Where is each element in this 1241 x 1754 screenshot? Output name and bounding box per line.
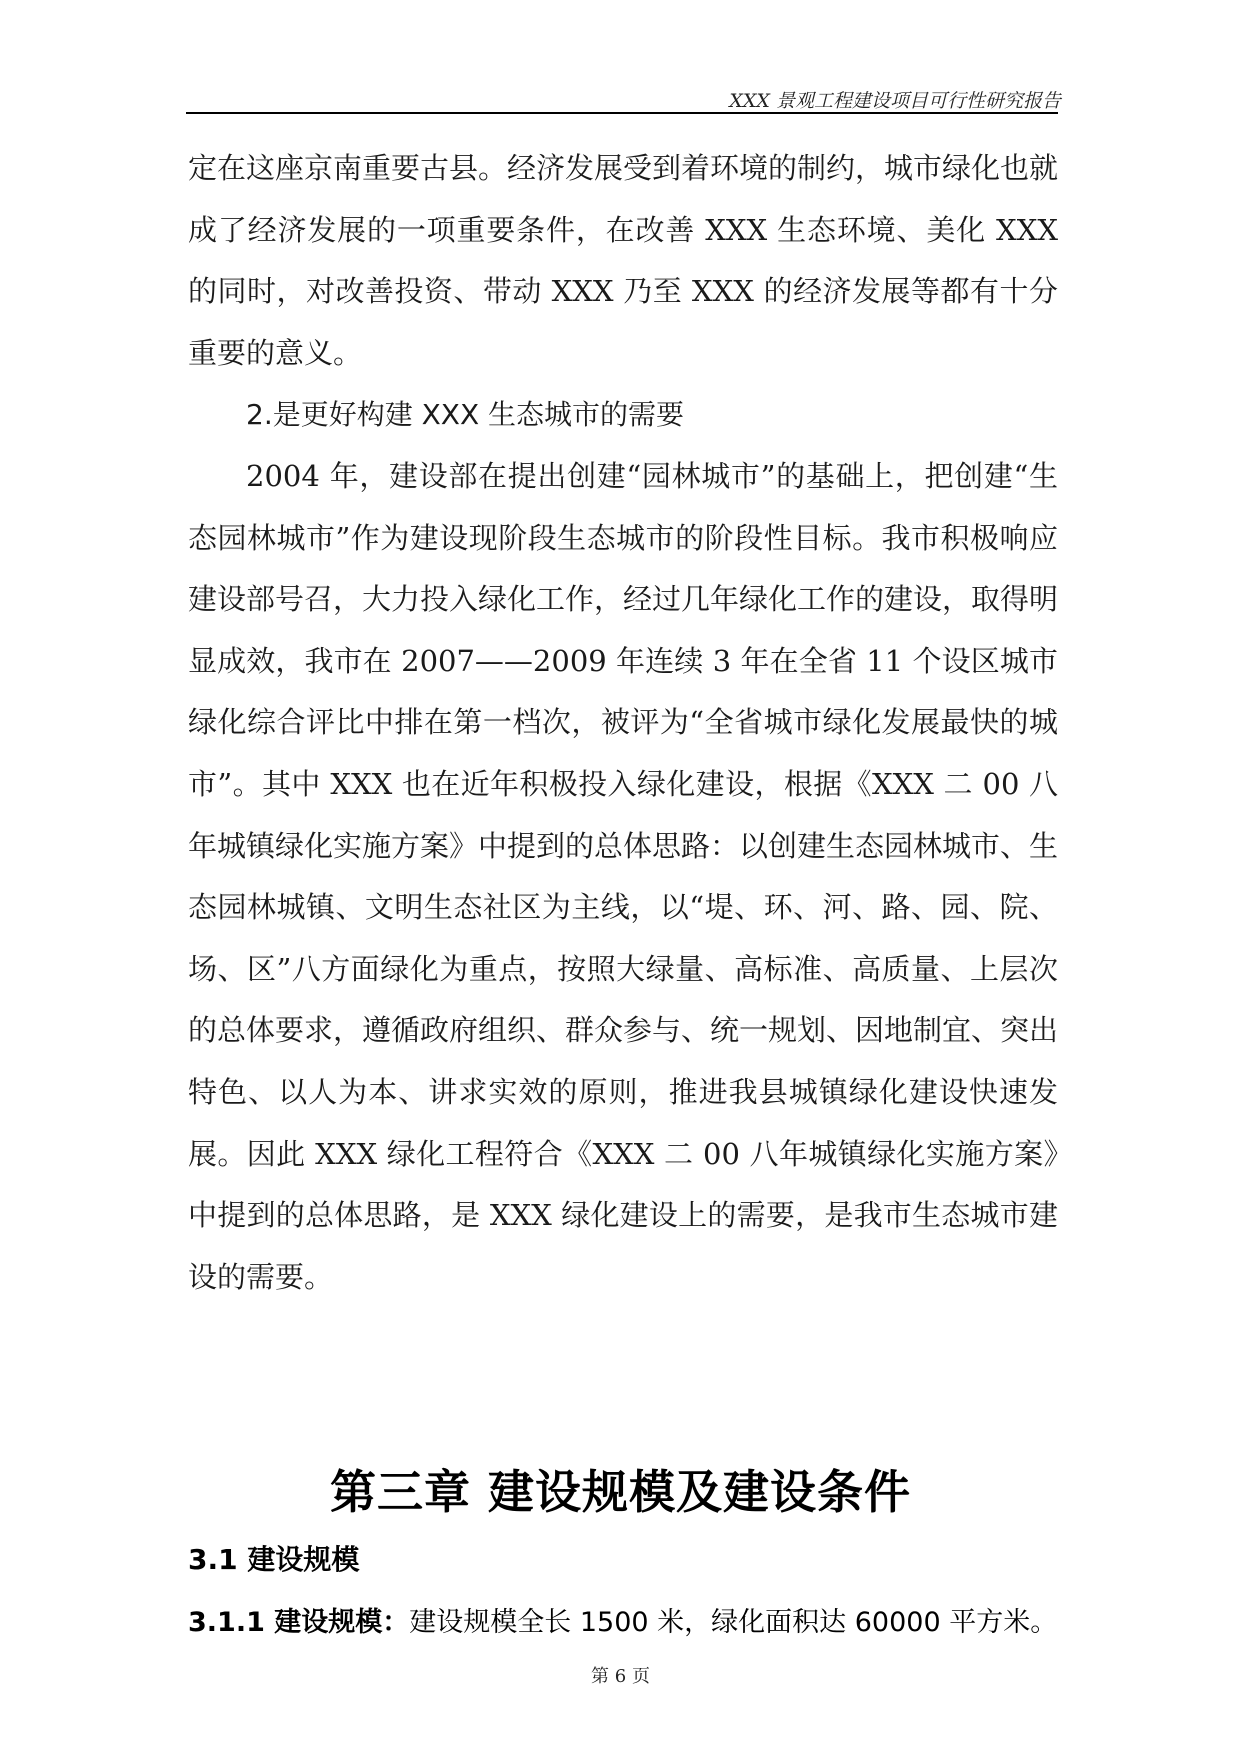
running-header: XXX 景观工程建设项目可行性研究报告	[729, 90, 1061, 112]
page-number: 第 6 页	[591, 1666, 650, 1687]
paragraph-heading: 2.是更好构建 XXX 生态城市的需要	[246, 398, 685, 432]
header-rule	[186, 112, 1058, 114]
subsection-line	[188, 1600, 1068, 1639]
body-text	[188, 138, 1058, 1308]
chapter-title: 第三章 建设规模及建设条件	[329, 1465, 911, 1519]
subsection-label: 3.1.1 建设规模：	[188, 1607, 410, 1638]
subsection-text: 建设规模全长 1500 米，绿化面积达 60000 平方米。	[409, 1607, 1058, 1638]
paragraph-1: 定在这座京南重要古县。经济发展受到着环境的制约，城市绿化也就成了经济发展的一项重要条件，在改善 XXX 生态环境、美化 XXX 的同时，对改善投资、带动 XXX 乃至 XXX 的经济发展等都有十分重要的意义。	[188, 151, 1059, 370]
section-title: 3.1 建设规模	[188, 1543, 360, 1576]
paragraph-2: 2004 年，建设部在提出创建“园林城市”的基础上，把创建“生态园林城市”作为建设现阶段生态城市的阶段性目标。我市积极响应建设部号召，大力投入绿化工作，经过几年绿化工作的建设，取得明显成效，我市在 2007——2009 年连续 3 年在全省 11 个设区城市绿化综合评比中排在第一档次，被评为“全省城市绿化发展最快的城市”。其中 XXX 也在近年积极投入绿化建设，根据《XXX 二 00 八年城镇绿化实施方案》中提到的总体思路：以创建生态园林城市、生态园林城镇、文明生态社区为主线，以“堤、环、河、路、园、院、场、区”八方面绿化为重点，按照大绿量、高标准、高质量、上层次的总体要求，遵循政府组织、群众参与、统一规划、因地制宜、突出特色、以人为本、讲求实效的原则，推进我县城镇绿化建设快速发展。因此 XXX 绿化工程符合《XXX 二 00 八年城镇绿化实施方案》中提到的总体思路，是 XXX 绿化建设上的需要，是我市生态城市建设的需要。	[188, 458, 1059, 1294]
